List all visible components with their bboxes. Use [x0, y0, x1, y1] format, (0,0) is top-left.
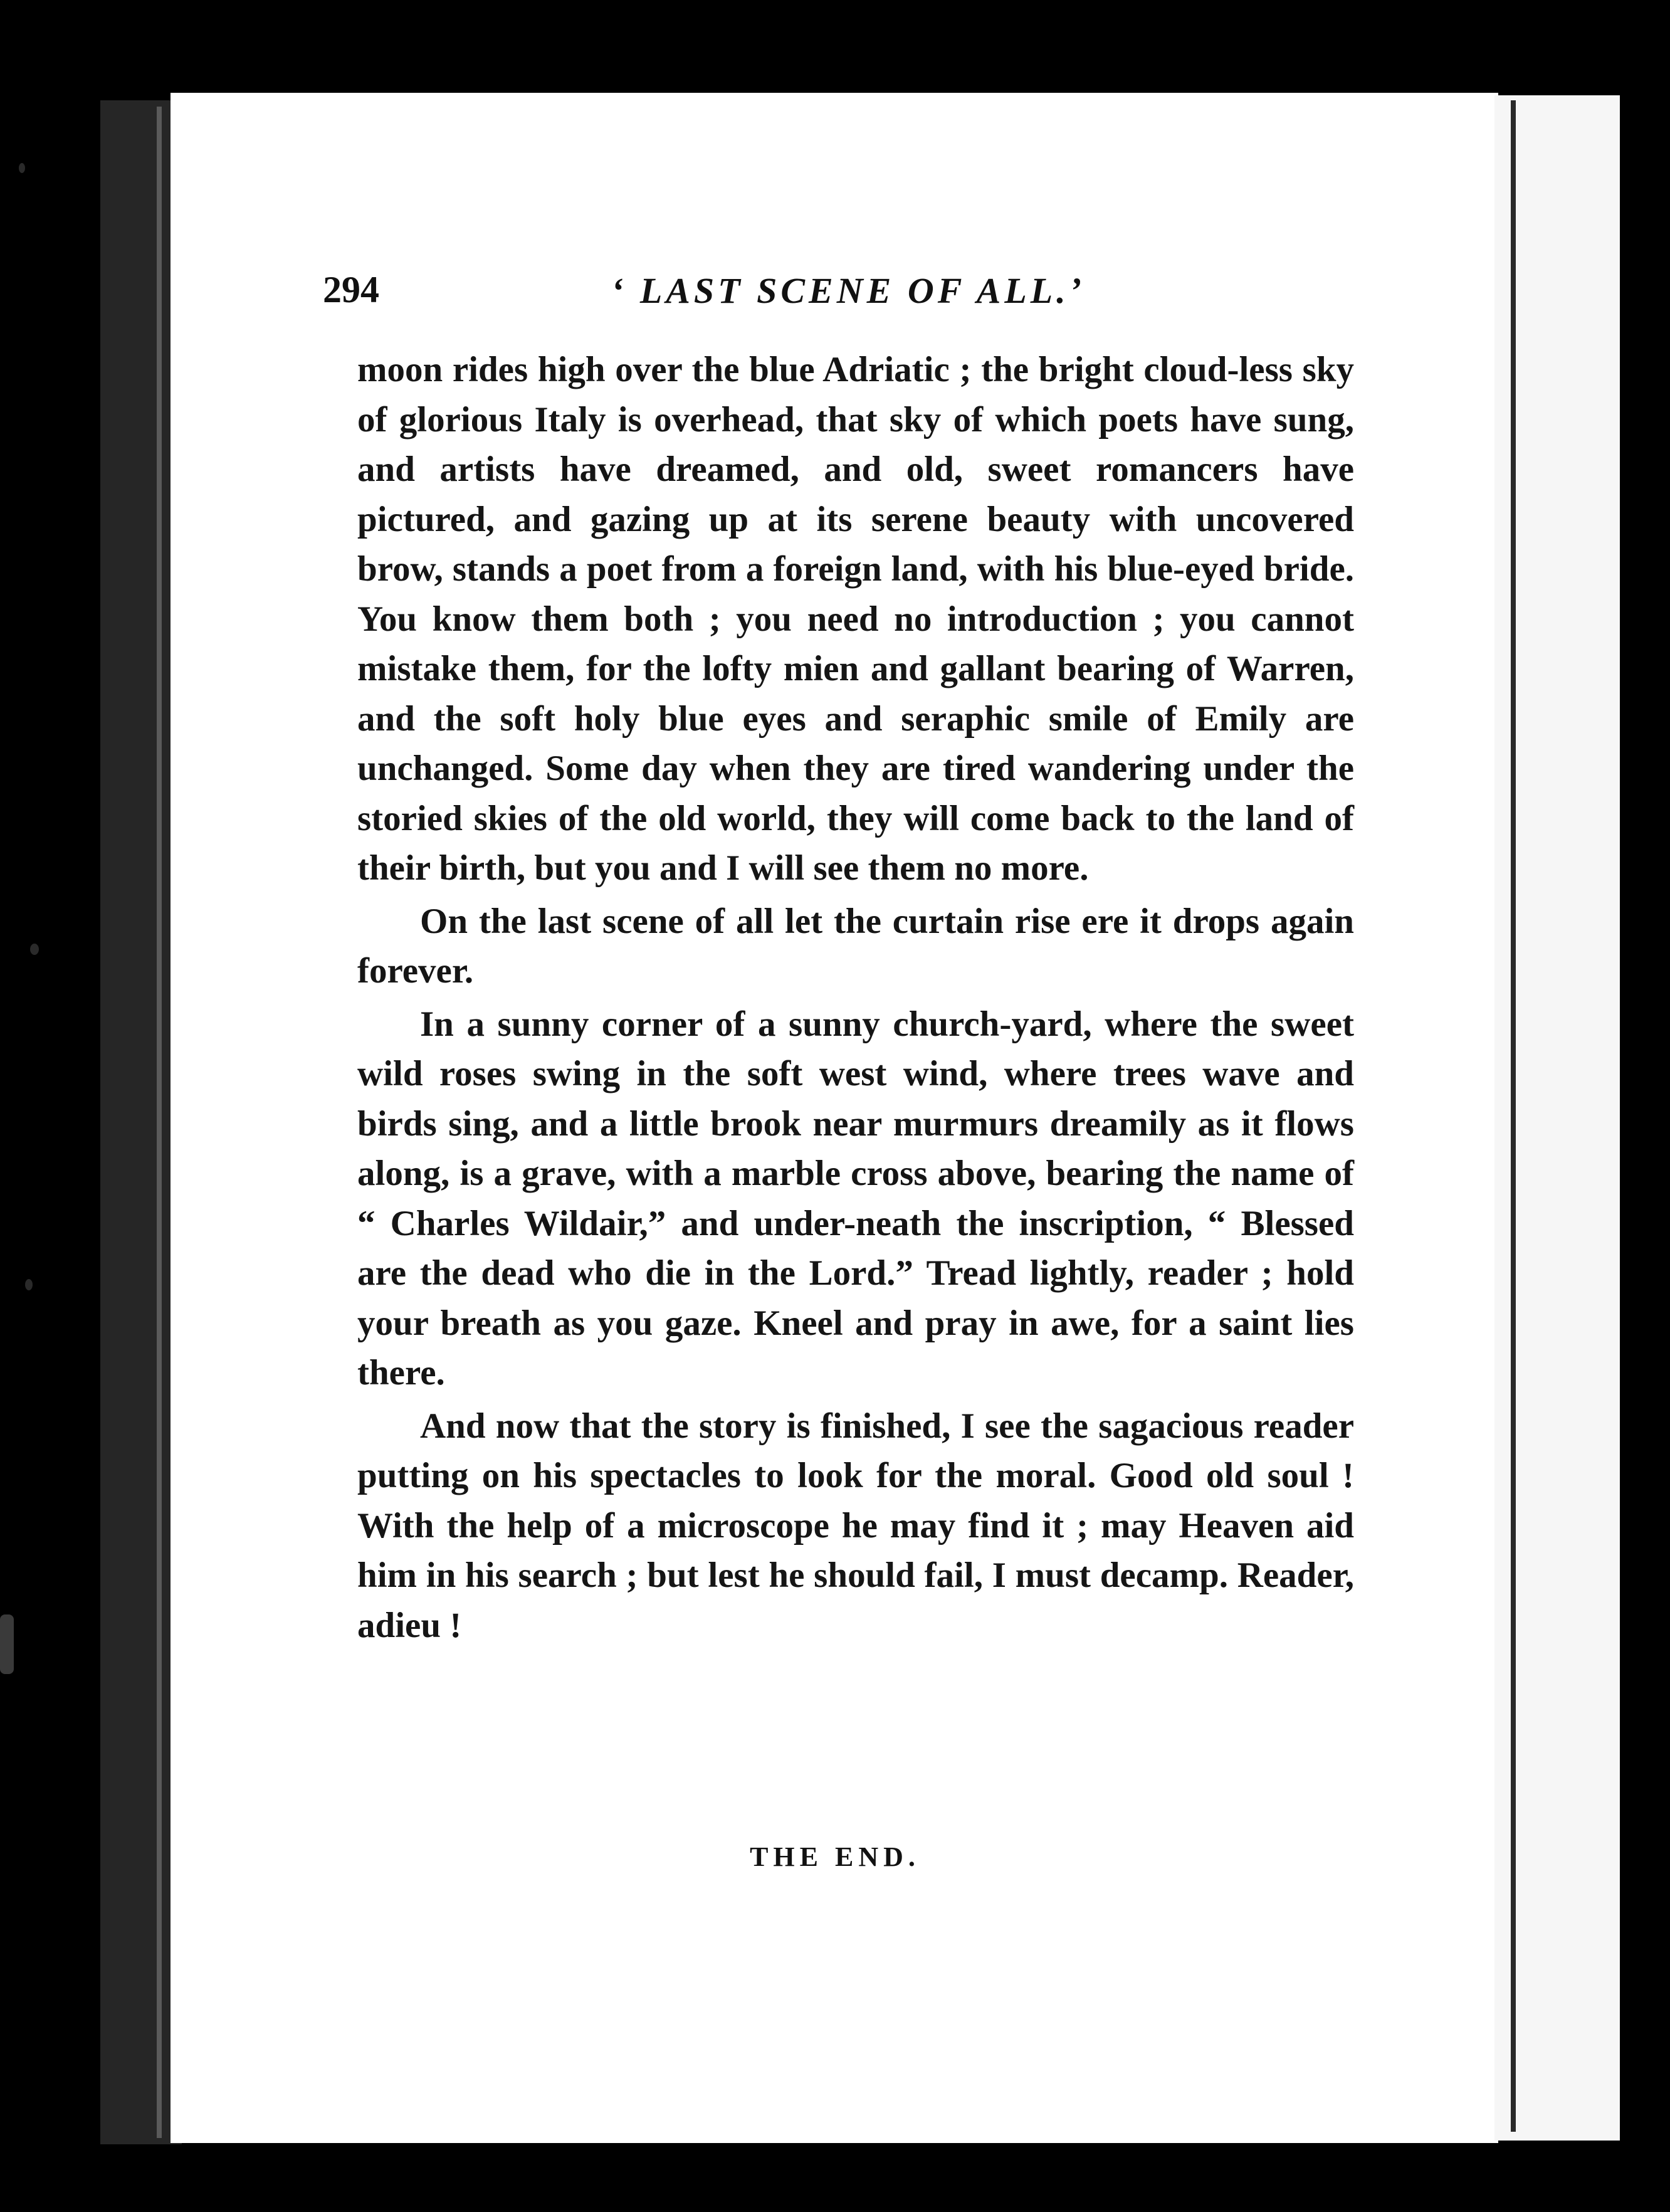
binding-edge [157, 107, 162, 2138]
paragraph: moon rides high over the blue Adriatic ; the bright cloud-less sky of glorious Italy is overhead, that sky of which poets have sung, and artists have dreamed, and old, sweet romancers have pictured, and gazing up at its serene beauty with uncovered brow, stands a poet from a foreign land, with his blue-eyed bride. You know them both ; you need no introduction ; you cannot mistake them, for the lofty mien and gallant bearing of Warren, and the soft holy blue eyes and seraphic smile of Emily are unchanged. Some day when they are tired wandering under the storied skies of the old world, they will come back to the land of their birth, but you and I will see them no more. [357, 350, 1354, 888]
end-mark: THE END. [750, 1841, 920, 1872]
running-title: ‘ LAST SCENE OF ALL.’ [611, 270, 1086, 311]
page-number: 294 [323, 269, 379, 310]
scan-speck [25, 1279, 33, 1290]
scan-speck [30, 944, 39, 955]
paragraph: In a sunny corner of a sunny church-yard, where the sweet wild roses swing in the soft west wind, where trees wave and birds sing, and a little brook near murmurs dreamily as it flows along, is a grave, with a marble cross above, bearing the name of “ Charles Wildair,” and under-neath the inscription, “ Blessed are the dead who die in the Lord.” Tread lightly, reader ; hold your breath as you gaze. Kneel and pray in awe, for a saint lies there. [357, 1004, 1354, 1393]
facing-page-border [1511, 100, 1516, 2132]
scan-speck [0, 1614, 14, 1674]
body-text [357, 345, 1354, 1653]
paragraph: And now that the story is finished, I see the sagacious reader putting on his spectacles to look for the moral. Good old soul ! With the help of a microscope he may find it ; may Heaven aid him in his search ; but lest he should fail, I must decamp. Reader, adieu ! [357, 1406, 1354, 1645]
book-binding [100, 100, 182, 2144]
paragraph: On the last scene of all let the curtain rise ere it drops again forever. [357, 901, 1354, 991]
running-head [323, 262, 1401, 325]
scan-speck [19, 163, 25, 173]
